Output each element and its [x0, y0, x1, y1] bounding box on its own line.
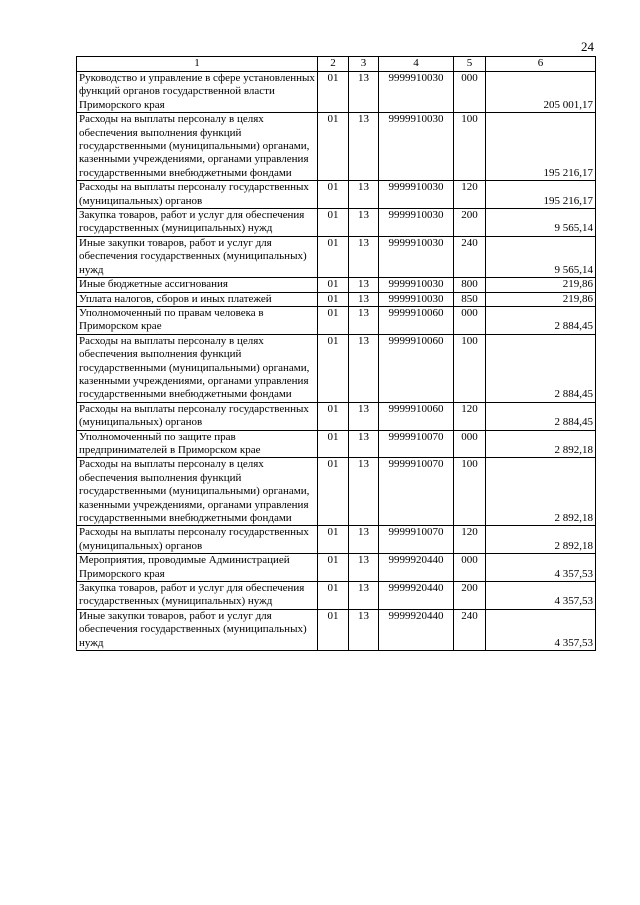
table-row	[77, 292, 596, 306]
cell-expense-type: 000	[454, 72, 486, 113]
cell-amount: 219,86	[486, 292, 596, 306]
cell-name: Иные бюджетные ассигнования	[77, 278, 318, 292]
cell-expense-type: 240	[454, 236, 486, 277]
cell-subsection: 13	[349, 236, 379, 277]
cell-amount: 4 357,53	[486, 582, 596, 610]
table-row	[77, 554, 596, 582]
page-number: 24	[581, 39, 594, 54]
table-row	[77, 402, 596, 430]
cell-target-article: 9999910060	[379, 306, 454, 334]
cell-target-article: 9999910070	[379, 430, 454, 458]
cell-section: 01	[318, 306, 349, 334]
cell-name: Иные закупки товаров, работ и услуг для обеспечения государственных (муниципальных) нужд	[77, 236, 318, 277]
cell-subsection: 13	[349, 72, 379, 113]
cell-target-article: 9999920440	[379, 554, 454, 582]
cell-subsection: 13	[349, 582, 379, 610]
cell-name: Расходы на выплаты персоналу государственных (муниципальных) органов	[77, 181, 318, 209]
cell-subsection: 13	[349, 609, 379, 650]
cell-target-article: 9999910030	[379, 292, 454, 306]
cell-amount: 2 884,45	[486, 402, 596, 430]
cell-expense-type: 800	[454, 278, 486, 292]
cell-section: 01	[318, 430, 349, 458]
cell-target-article: 9999910030	[379, 209, 454, 237]
table-row	[77, 278, 596, 292]
cell-section: 01	[318, 278, 349, 292]
table-row	[77, 430, 596, 458]
cell-expense-type: 000	[454, 306, 486, 334]
budget-table	[76, 56, 596, 651]
cell-name: Расходы на выплаты персоналу государственных (муниципальных) органов	[77, 526, 318, 554]
cell-name: Уполномоченный по защите прав предпринимателей в Приморском крае	[77, 430, 318, 458]
cell-amount: 2 884,45	[486, 334, 596, 402]
table-row	[77, 582, 596, 610]
cell-expense-type: 000	[454, 430, 486, 458]
cell-amount: 195 216,17	[486, 113, 596, 181]
table-row	[77, 236, 596, 277]
cell-section: 01	[318, 402, 349, 430]
cell-expense-type: 120	[454, 181, 486, 209]
header-cell-name: 1	[77, 57, 318, 72]
cell-expense-type: 100	[454, 334, 486, 402]
cell-subsection: 13	[349, 292, 379, 306]
cell-name: Уполномоченный по правам человека в Приморском крае	[77, 306, 318, 334]
cell-amount: 2 892,18	[486, 430, 596, 458]
table-row	[77, 113, 596, 181]
header-cell-expense-type: 5	[454, 57, 486, 72]
cell-name: Расходы на выплаты персоналу в целях обеспечения выполнения функций государственными (муниципальными) органами, казенными учреждениями, органами управления государственными внебюджетными фондами	[77, 113, 318, 181]
cell-expense-type: 100	[454, 113, 486, 181]
cell-name: Мероприятия, проводимые Администрацией Приморского края	[77, 554, 318, 582]
cell-name: Расходы на выплаты персоналу в целях обеспечения выполнения функций государственными (муниципальными) органами, казенными учреждениями, органами управления государственными внебюджетными фондами	[77, 334, 318, 402]
cell-section: 01	[318, 334, 349, 402]
table-row	[77, 306, 596, 334]
header-cell-section: 2	[318, 57, 349, 72]
cell-section: 01	[318, 554, 349, 582]
cell-amount: 9 565,14	[486, 236, 596, 277]
cell-expense-type: 120	[454, 526, 486, 554]
cell-target-article: 9999920440	[379, 582, 454, 610]
cell-expense-type: 100	[454, 458, 486, 526]
cell-subsection: 13	[349, 526, 379, 554]
cell-name: Расходы на выплаты персоналу государственных (муниципальных) органов	[77, 402, 318, 430]
cell-section: 01	[318, 526, 349, 554]
cell-amount: 9 565,14	[486, 209, 596, 237]
cell-target-article: 9999910030	[379, 181, 454, 209]
cell-amount: 2 892,18	[486, 526, 596, 554]
cell-name: Иные закупки товаров, работ и услуг для обеспечения государственных (муниципальных) нужд	[77, 609, 318, 650]
cell-expense-type: 120	[454, 402, 486, 430]
table-row	[77, 72, 596, 113]
cell-section: 01	[318, 181, 349, 209]
cell-target-article: 9999910030	[379, 72, 454, 113]
cell-subsection: 13	[349, 554, 379, 582]
cell-section: 01	[318, 582, 349, 610]
cell-section: 01	[318, 236, 349, 277]
cell-subsection: 13	[349, 113, 379, 181]
cell-target-article: 9999910060	[379, 334, 454, 402]
cell-target-article: 9999920440	[379, 609, 454, 650]
cell-subsection: 13	[349, 209, 379, 237]
table-row	[77, 334, 596, 402]
cell-subsection: 13	[349, 430, 379, 458]
table-row	[77, 458, 596, 526]
cell-expense-type: 200	[454, 582, 486, 610]
cell-target-article: 9999910030	[379, 113, 454, 181]
cell-name: Закупка товаров, работ и услуг для обеспечения государственных (муниципальных) нужд	[77, 582, 318, 610]
cell-expense-type: 240	[454, 609, 486, 650]
cell-amount: 4 357,53	[486, 609, 596, 650]
cell-target-article: 9999910070	[379, 458, 454, 526]
cell-target-article: 9999910060	[379, 402, 454, 430]
table-row	[77, 209, 596, 237]
cell-section: 01	[318, 609, 349, 650]
cell-name: Руководство и управление в сфере установленных функций органов государственной власти Приморского края	[77, 72, 318, 113]
cell-amount: 205 001,17	[486, 72, 596, 113]
header-row	[77, 57, 596, 72]
table-row	[77, 526, 596, 554]
cell-subsection: 13	[349, 334, 379, 402]
cell-subsection: 13	[349, 402, 379, 430]
cell-subsection: 13	[349, 458, 379, 526]
cell-target-article: 9999910030	[379, 236, 454, 277]
cell-name: Уплата налогов, сборов и иных платежей	[77, 292, 318, 306]
header-cell-target-article: 4	[379, 57, 454, 72]
cell-amount: 2 884,45	[486, 306, 596, 334]
cell-amount: 2 892,18	[486, 458, 596, 526]
cell-subsection: 13	[349, 278, 379, 292]
cell-section: 01	[318, 292, 349, 306]
cell-expense-type: 850	[454, 292, 486, 306]
cell-section: 01	[318, 72, 349, 113]
cell-expense-type: 000	[454, 554, 486, 582]
cell-subsection: 13	[349, 181, 379, 209]
table-row	[77, 181, 596, 209]
cell-amount: 219,86	[486, 278, 596, 292]
cell-name: Расходы на выплаты персоналу в целях обеспечения выполнения функций государственными (муниципальными) органами, казенными учреждениями, органами управления государственными внебюджетными фондами	[77, 458, 318, 526]
header-cell-subsection: 3	[349, 57, 379, 72]
cell-name: Закупка товаров, работ и услуг для обеспечения государственных (муниципальных) нужд	[77, 209, 318, 237]
cell-target-article: 9999910030	[379, 278, 454, 292]
table-row	[77, 609, 596, 650]
cell-subsection: 13	[349, 306, 379, 334]
cell-section: 01	[318, 209, 349, 237]
cell-expense-type: 200	[454, 209, 486, 237]
cell-amount: 195 216,17	[486, 181, 596, 209]
cell-section: 01	[318, 458, 349, 526]
cell-section: 01	[318, 113, 349, 181]
header-cell-amount: 6	[486, 57, 596, 72]
cell-target-article: 9999910070	[379, 526, 454, 554]
cell-amount: 4 357,53	[486, 554, 596, 582]
